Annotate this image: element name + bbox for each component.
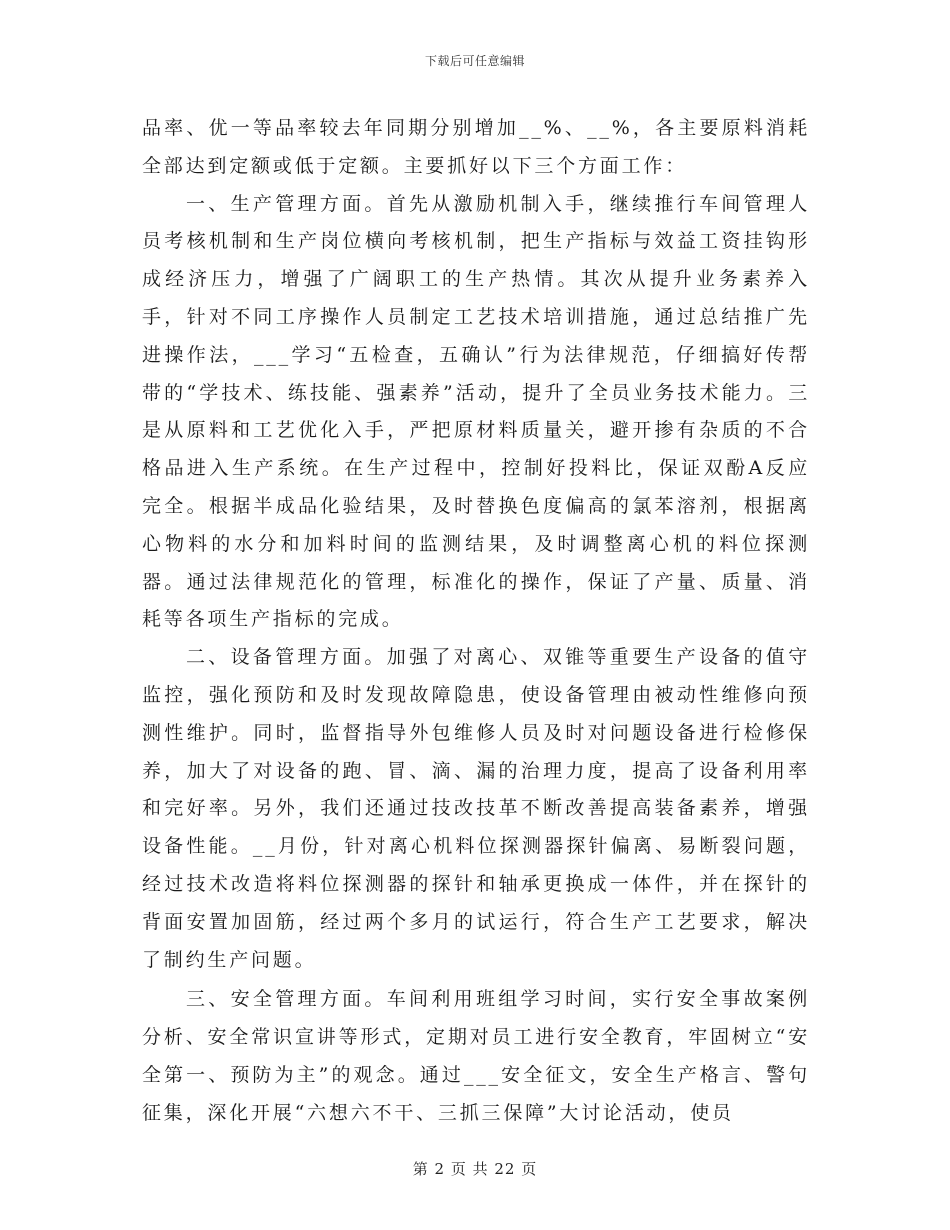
paragraph-production-management: 一、生产管理方面。首先从激励机制入手，继续推行车间管理人员考核机制和生产岗位横向考核机制，把生产指标与效益工资挂钩形成经济压力，增强了广阔职工的生产热情。其次从提升业务素养入手，针对不同工序操作人员制定工艺技术培训措施，通过总结推广先进操作法，___学习“五检查，五确认”行为法律规范，仔细搞好传帮带的“学技术、练技能、强素养”活动，提升了全员业务技术能力。三是从原料和工艺优化入手，严把原材料质量关，避开掺有杂质的不合格品进入生产系统。在生产过程中，控制好投料比，保证双酚A反应完全。根据半成品化验结果，及时替换色度偏高的氯苯溶剂，根据离心物料的水分和加料时间的监测结果，及时调整离心机的料位探测器。通过法律规范化的管理，标准化的操作，保证了产量、质量、消耗等各项生产指标的完成。 (142, 192, 810, 631)
document-body (142, 110, 810, 1133)
paragraph-equipment-management: 二、设备管理方面。加强了对离心、双锥等重要生产设备的值守监控，强化预防和及时发现故障隐患，使设备管理由被动性维修向预测性维护。同时，监督指导外包维修人员及时对问题设备进行检修保养，加大了对设备的跑、冒、滴、漏的治理力度，提高了设备利用率和完好率。另外，我们还通过技改技革不断改善提高装备素养，增强设备性能。__月份，针对离心机料位探测器探针偏离、易断裂问题，经过技术改造将料位探测器的探针和轴承更换成一体件，并在探针的背面安置加固筋，经过两个多月的试运行，符合生产工艺要求，解决了制约生产问题。 (142, 646, 810, 971)
paragraph-safety-management: 三、安全管理方面。车间利用班组学习时间，实行安全事故案例分析、安全常识宣讲等形式，定期对员工进行安全教育，牢固树立“安全第一、预防为主”的观念。通过___安全征文，安全生产格言、警句征集，深化开展“六想六不干、三抓三保障”大讨论活动，使员 (142, 988, 810, 1124)
paragraph-intro: 品率、优一等品率较去年同期分别增加__%、__%，各主要原料消耗全部达到定额或低于定额。主要抓好以下三个方面工作： (142, 117, 810, 177)
page-number-footer: 第 2 页 共 22 页 (412, 1160, 538, 1178)
page-header: 下载后可任意编辑 (424, 54, 525, 68)
